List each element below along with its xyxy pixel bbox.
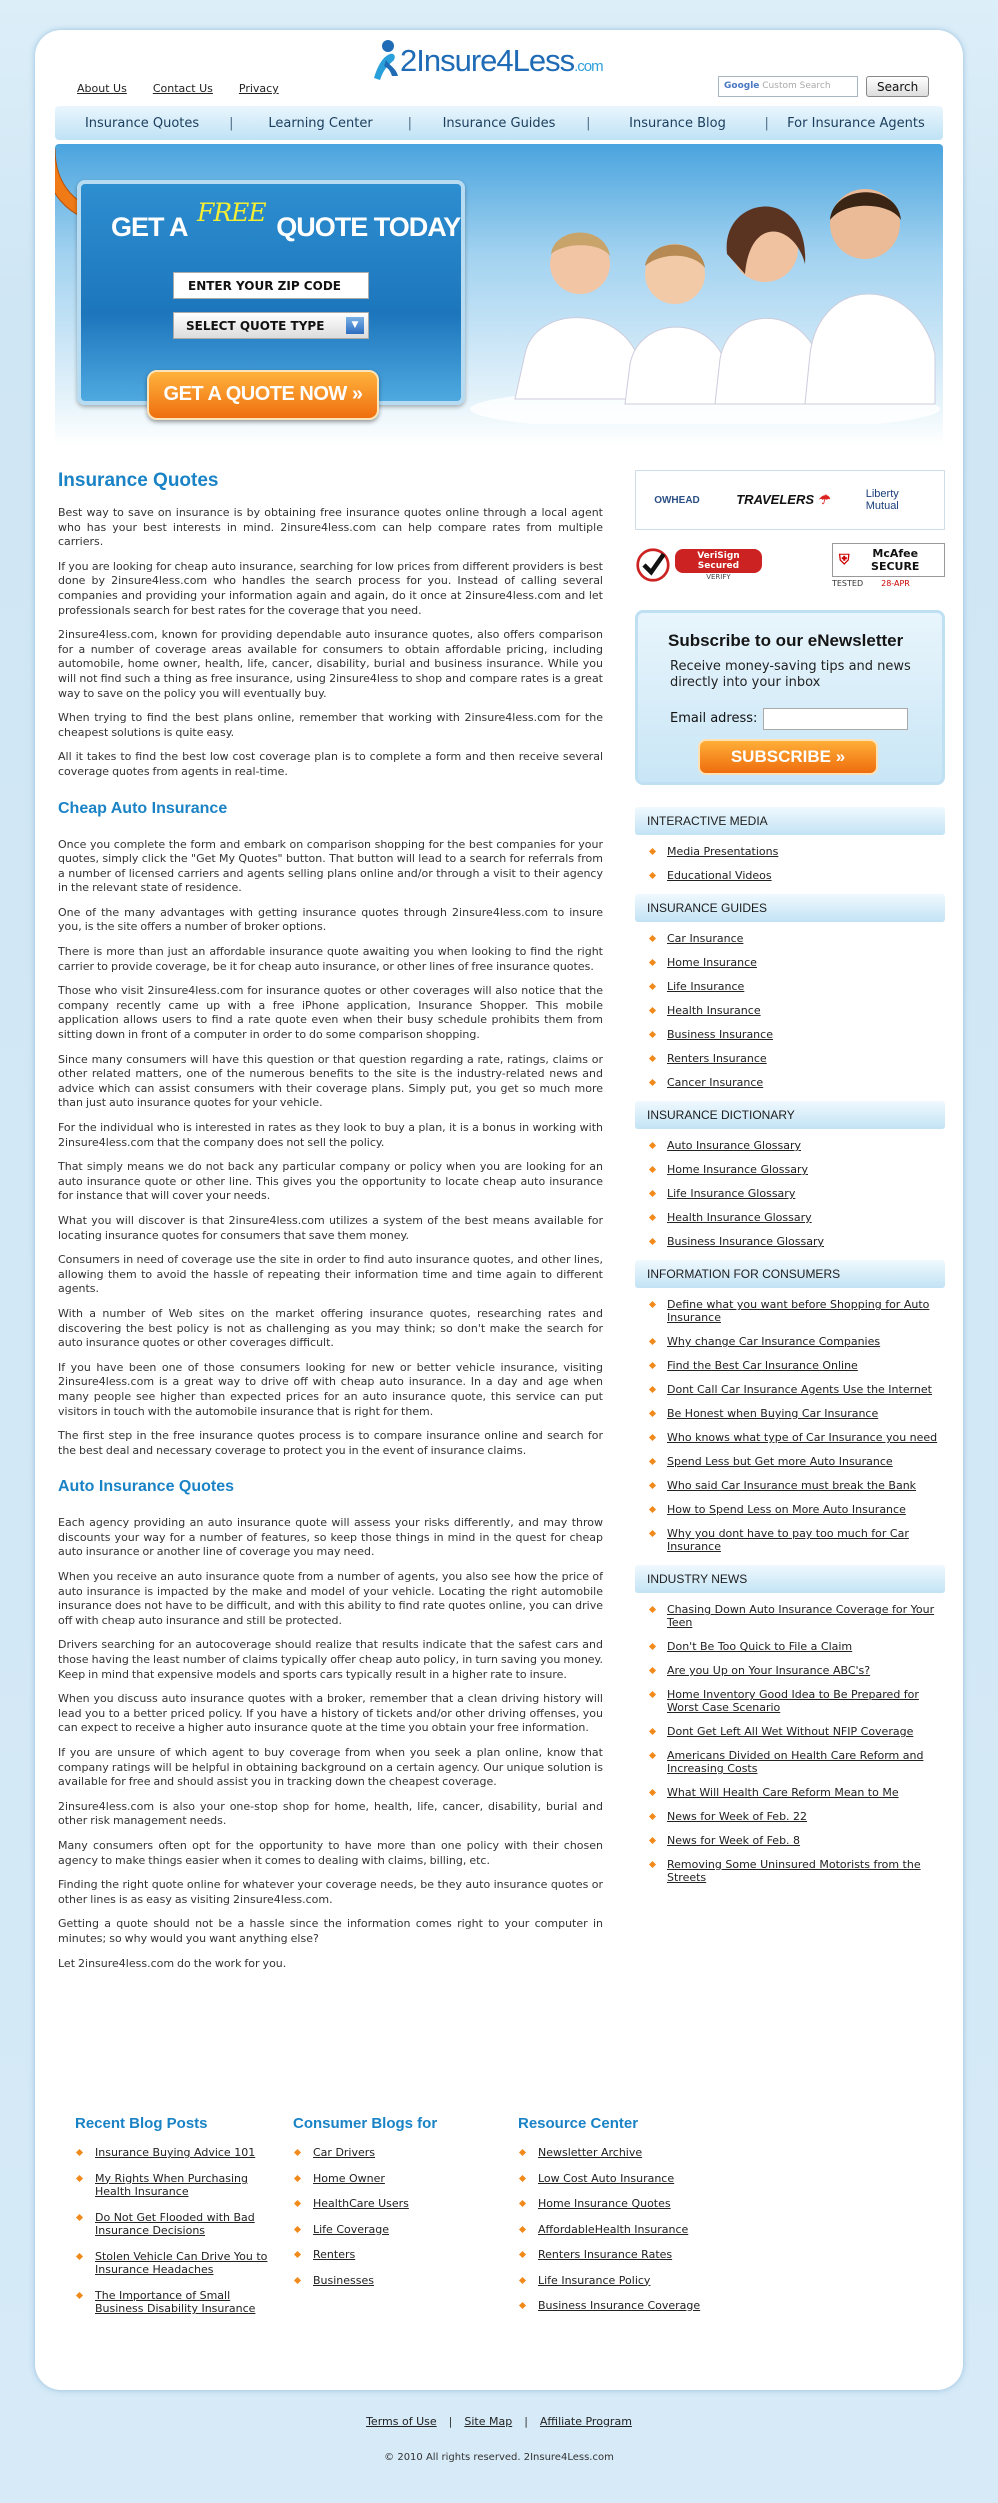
logo-suffix: .com: [574, 58, 603, 75]
footer-columns: [55, 2115, 943, 2328]
nav-divider: |: [407, 115, 412, 131]
terms-link[interactable]: Terms of Use: [366, 2415, 437, 2428]
carrier-logo: OWHEAD: [654, 494, 700, 506]
section-heading-auto-quotes: Auto Insurance Quotes: [58, 1478, 235, 1496]
paragraph: When trying to find the best plans online, remember that working with 2insure4less.com for the cheapest solutions is quite easy.: [58, 711, 603, 739]
get-quote-button[interactable]: GET A QUOTE NOW »: [147, 370, 379, 420]
logo-text: 2Insure4Less: [400, 43, 575, 78]
page-container: [35, 30, 963, 2390]
quote-type-select[interactable]: [173, 312, 369, 339]
sidebar-link[interactable]: How to Spend Less on More Auto Insurance: [667, 1503, 906, 1516]
footer-link[interactable]: Business Insurance Coverage: [538, 2299, 701, 2312]
footer-link[interactable]: Home Owner: [313, 2171, 385, 2185]
quote-form: [77, 180, 465, 405]
insurance-guides-box: [635, 894, 945, 1089]
affiliate-link[interactable]: Affiliate Program: [539, 2415, 632, 2428]
sidebar-link[interactable]: Life Insurance: [667, 980, 745, 993]
quote-form-title: GET A FREE QUOTE TODAY: [111, 198, 461, 242]
sidebar-link[interactable]: Media Presentations: [667, 845, 779, 858]
sidebar-link[interactable]: News for Week of Feb. 22: [667, 1810, 808, 1823]
sidebar-link[interactable]: Be Honest when Buying Car Insurance: [667, 1407, 879, 1420]
site-logo[interactable]: [370, 38, 603, 84]
paragraph: If you are looking for cheap auto insurance, searching for low prices from different providers is best done by 2insure4less.com who handles the search process for you. Instead of calling several companies and providing your information again and again, do it once at 2insure4less.com and let professionals search for best rates for the coverage that you need.: [58, 559, 603, 617]
paragraph: If you are unsure of which agent to buy coverage from when you seek a plan online, know that company ratings will be helpful in obtaining background on a certain agency. Our unique solution is available for free and should assist you in tracking down the cheapest coverage.: [58, 1746, 603, 1789]
column-title: Resource Center: [518, 2115, 639, 2132]
paragraph: Best way to save on insurance is by obtaining free insurance quotes online through a local agent who has your best interests in mind. 2insure4less.com can help compare rates from multiple carriers.: [58, 506, 603, 549]
sidebar-link[interactable]: Why you dont have to pay too much for Car Insurance: [667, 1527, 909, 1553]
privacy-link[interactable]: Privacy: [238, 82, 279, 95]
sidebar-link[interactable]: Health Insurance Glossary: [667, 1211, 812, 1224]
sidebar-link[interactable]: Renters Insurance: [667, 1052, 767, 1065]
search-placeholder: Custom Search: [762, 81, 831, 91]
search-bar: [718, 76, 929, 97]
paragraph: Many consumers often opt for the opportunity to have more than one policy with their chosen agency to make things easier when it comes to dealing with claims, billing, etc.: [58, 1838, 603, 1867]
paragraph: When you discuss auto insurance quotes with a broker, remember that a clean driving history will lead you to a better priced policy. If you have a history of tickets and/or other driving offenses, you can expect to receive a higher auto insurance quote at the time you obtain your free information.: [58, 1692, 603, 1735]
sidebar-link[interactable]: Business Insurance Glossary: [667, 1235, 825, 1248]
newsletter-title: Subscribe to our eNewsletter: [668, 631, 904, 650]
person-logo-icon: [370, 38, 400, 84]
box-heading: INTERACTIVE MEDIA: [635, 807, 945, 835]
paragraph: All it takes to find the best low cost coverage plan is to complete a form and then receive several coverage quotes from agents in real-time.: [58, 750, 603, 778]
box-heading: INSURANCE DICTIONARY: [635, 1101, 945, 1129]
newsletter-box: [635, 610, 945, 785]
sidebar: [635, 470, 945, 1895]
sidebar-link[interactable]: Dont Call Car Insurance Agents Use the Internet: [667, 1383, 932, 1396]
footer-link[interactable]: Low Cost Auto Insurance: [538, 2171, 675, 2185]
subscribe-button[interactable]: SUBSCRIBE »: [698, 739, 878, 775]
liberty-mutual-logo: Liberty Mutual: [865, 488, 899, 512]
paragraph: The first step in the free insurance quotes process is to compare insurance online and search for the best deal and necessary coverage to protect you in the event of insurance claims.: [58, 1429, 603, 1457]
paragraph: Drivers searching for an autocoverage should realize that results indicate that the safest cars and those having the least number of claims typically offer cheap auto policy, in turn saving you money. Keep in mind that expensive models and sports cars typically result in a higher rate to insure.: [58, 1638, 603, 1681]
sidebar-link[interactable]: Are you Up on Your Insurance ABC's?: [667, 1664, 871, 1677]
newsletter-subtitle: Receive money-saving tips and news directly into your inbox: [670, 659, 911, 690]
zip-code-input[interactable]: ENTER YOUR ZIP CODE: [173, 272, 369, 299]
sidebar-link[interactable]: Chasing Down Auto Insurance Coverage for Your Teen: [667, 1603, 935, 1629]
column-title: Recent Blog Posts: [75, 2115, 208, 2132]
sidebar-link[interactable]: Cancer Insurance: [667, 1076, 764, 1089]
paragraph: One of the many advantages with getting insurance quotes through 2insure4less.com to insure you, is the site offers a number of broker options.: [58, 905, 603, 934]
industry-news-box: [635, 1565, 945, 1884]
sidebar-link[interactable]: Who said Car Insurance must break the Bank: [667, 1479, 917, 1492]
travelers-logo: TRAVELERS ☂: [736, 492, 830, 507]
paragraph: When you receive an auto insurance quote from a number of agents, you also see how the price of auto insurance is impacted by the make and model of your vehicle. Locating the right automobile insurance does not have to be difficult, and with this ability to find rate quotes online, you can drive off with cheap auto insurance and still be protected.: [58, 1570, 603, 1627]
sidebar-link[interactable]: Car Insurance: [667, 932, 744, 945]
footer-link[interactable]: Car Drivers: [313, 2146, 376, 2159]
free-text: FREE: [197, 198, 266, 227]
sidebar-link[interactable]: Business Insurance: [667, 1028, 773, 1041]
sidebar-link[interactable]: Removing Some Uninsured Motorists from the Streets: [667, 1858, 921, 1884]
contact-us-link[interactable]: Contact Us: [152, 82, 213, 95]
verisign-badge[interactable]: VeriSign Secured VERIFY: [635, 545, 762, 585]
nav-learning-center[interactable]: Learning Center: [268, 115, 373, 131]
carrier-logos: [635, 470, 945, 530]
quote-type-value: SELECT QUOTE TYPE: [186, 319, 325, 333]
resource-center: [518, 2115, 758, 2328]
sidebar-link[interactable]: Americans Divided on Health Care Reform and Increasing Costs: [667, 1749, 924, 1775]
paragraph: 2insure4less.com, known for providing dependable auto insurance quotes, also offers comparison for a number of coverage areas available for consumers to obtain affordable pricing, including automobile, home owner, health, life, cancer, disability, burial and business insurance. While you will not find such a thing as free insurance, using 2insure4less to shop and compare rates is a great way to save on the policy you will eventually buy.: [58, 628, 603, 700]
hero-banner: [55, 144, 943, 446]
sidebar-link[interactable]: Find the Best Car Insurance Online: [667, 1359, 858, 1372]
chevron-down-icon: ▼: [346, 317, 364, 334]
sidebar-link[interactable]: Define what you want before Shopping for Auto Insurance: [667, 1298, 930, 1324]
insurance-dictionary-box: [635, 1101, 945, 1248]
footer-link[interactable]: Life Coverage: [313, 2222, 390, 2236]
search-button[interactable]: Search: [866, 76, 929, 97]
email-field[interactable]: [763, 708, 908, 730]
nav-divider: |: [586, 115, 591, 131]
paragraph: 2insure4less.com is also your one-stop shop for home, health, life, cancer, disability, burial and other risk management needs.: [58, 1799, 603, 1828]
search-input[interactable]: [718, 76, 858, 97]
header: [35, 30, 963, 105]
sidebar-link[interactable]: Don't Be Too Quick to File a Claim: [667, 1640, 853, 1653]
main-content: [58, 470, 603, 1981]
copyright: © 2010 All rights reserved. 2Insure4Less.com: [384, 2452, 614, 2463]
sidebar-link[interactable]: News for Week of Feb. 8: [667, 1834, 801, 1847]
footer-link[interactable]: Do Not Get Flooded with Bad Insurance Decisions: [95, 2210, 255, 2237]
sidebar-link[interactable]: Auto Insurance Glossary: [667, 1139, 802, 1152]
shield-icon: ⛨: [838, 551, 850, 568]
consumer-info-box: [635, 1260, 945, 1553]
paragraph: Getting a quote should not be a hassle since the information comes right to your computer in minutes; so why would you want anything else?: [58, 1917, 603, 1945]
nav-insurance-blog[interactable]: Insurance Blog: [629, 115, 726, 131]
paragraph: For the individual who is interested in rates as they look to buy a plan, it is a bonus in working with 2insure4less.com that the company does not sell the policy.: [58, 1121, 603, 1149]
nav-divider: |: [764, 115, 769, 131]
footer-link[interactable]: AffordableHealth Insurance: [538, 2222, 689, 2236]
footer-link[interactable]: Renters: [313, 2248, 356, 2261]
nav-divider: |: [229, 115, 234, 131]
footer-link[interactable]: Businesses: [313, 2273, 375, 2287]
nav-insurance-quotes[interactable]: Insurance Quotes: [84, 115, 200, 131]
trust-badges: [635, 530, 945, 600]
google-icon: Google: [724, 81, 760, 91]
footer-link[interactable]: Insurance Buying Advice 101: [95, 2146, 256, 2159]
sidebar-link[interactable]: Who knows what type of Car Insurance you need: [667, 1431, 938, 1444]
nav-insurance-guides[interactable]: Insurance Guides: [442, 115, 556, 131]
bottom-links: Terms of Use | Site Map | Affiliate Program: [366, 2415, 632, 2428]
box-heading: INDUSTRY NEWS: [635, 1565, 945, 1593]
sidebar-link[interactable]: Dont Get Left All Wet Without NFIP Coverage: [667, 1725, 914, 1738]
mcafee-badge[interactable]: ⛨ McAfee SECURE TESTED 28-APR: [832, 543, 945, 588]
box-heading: INFORMATION FOR CONSUMERS: [635, 1260, 945, 1288]
footer-link[interactable]: HealthCare Users: [313, 2197, 409, 2210]
sidebar-link[interactable]: Why change Car Insurance Companies: [667, 1335, 881, 1348]
paragraph: Since many consumers will have this question or that question regarding a rate, ratings, claims or other related matters, one of the numerous benefits to the site is the industry-related news and advice which can assist consumers with their coverage plans. Simply put, you get so much more than just auto insurance quotes for your vehicle.: [58, 1052, 603, 1110]
footer-link[interactable]: Stolen Vehicle Can Drive You to Insurance Headaches: [95, 2249, 268, 2276]
about-us-link[interactable]: About Us: [77, 82, 127, 95]
box-heading: INSURANCE GUIDES: [635, 894, 945, 922]
interactive-media-box: [635, 807, 945, 882]
consumer-blogs: [293, 2115, 498, 2328]
paragraph: With a number of Web sites on the market offering insurance quotes, researching rates and discovering the best policy is not as challenging as you may think; so don't make the search for auto insurance quotes or other coverages difficult.: [58, 1306, 603, 1350]
footer-link[interactable]: Home Insurance Quotes: [538, 2197, 671, 2210]
section-heading-cheap-auto: Cheap Auto Insurance: [58, 799, 228, 817]
paragraph: Those who visit 2insure4less.com for insurance quotes or other coverages will also notice that the company recently came up with a free iPhone application, Insurance Shopper. This mobile application allows users to find a rate quote even when their busy schedule prohibits them from sitting down in front of a computer in order to do some comparison shopping.: [58, 984, 603, 1042]
paragraph: If you have been one of those consumers looking for new or better vehicle insurance, visiting 2insure4less.com is a great way to drive off with cheap auto insurance. In a day and age when many people see higher than expected prices for an auto insurance quote, this service can put visitors in touch with the automobile insurance that is right for them.: [58, 1360, 603, 1418]
footer-link[interactable]: My Rights When Purchasing Health Insurance: [95, 2171, 248, 2198]
paragraph: There is more than just an affordable insurance quote awaiting you when looking to find the right carrier to provide coverage, be it for cheap auto insurance, or other lines of free insurance quotes.: [58, 945, 603, 973]
paragraph: Once you complete the form and embark on comparison shopping for the best companies for your quotes, simply click the "Get My Quotes" button. That button will lead to a search for referrals from a number of licensed carriers and agents selling plans online and/or through a visit to their agency in the relevant state of residence.: [58, 837, 603, 895]
sidebar-link[interactable]: Home Insurance Glossary: [667, 1163, 808, 1176]
paragraph: Each agency providing an auto insurance quote will assess your risks differently, and may throw discounts your way for a number of features, so keep those things in mind in the quest for cheap auto insurance or another line of coverage you may need.: [58, 1516, 603, 1559]
sidebar-link[interactable]: Life Insurance Glossary: [667, 1187, 796, 1200]
sitemap-link[interactable]: Site Map: [464, 2415, 513, 2428]
paragraph: Let 2insure4less.com do the work for you.: [58, 1956, 287, 1970]
family-photo: [465, 154, 943, 424]
sidebar-link[interactable]: What Will Health Care Reform Mean to Me: [667, 1786, 899, 1799]
footer-link[interactable]: Newsletter Archive: [538, 2146, 643, 2159]
column-title: Consumer Blogs for: [293, 2115, 438, 2132]
recent-blog-posts: [75, 2115, 275, 2328]
nav-for-agents[interactable]: For Insurance Agents: [787, 115, 925, 131]
email-label: Email adress:: [670, 711, 758, 726]
top-links: [77, 82, 279, 95]
sidebar-link[interactable]: Spend Less but Get more Auto Insurance: [667, 1455, 893, 1468]
sidebar-link[interactable]: Educational Videos: [667, 869, 772, 882]
sidebar-link[interactable]: Home Inventory Good Idea to Be Prepared for Worst Case Scenario: [667, 1688, 919, 1714]
paragraph: What you will discover is that 2insure4less.com utilizes a system of the best means available for locating insurance quotes for consumers that save them money.: [58, 1213, 603, 1242]
page-title: Insurance Quotes: [58, 470, 219, 491]
footer-link[interactable]: Renters Insurance Rates: [538, 2248, 673, 2261]
paragraph: That simply means we do not back any particular company or policy when you are looking for an auto insurance quote or other line. This gives you the opportunity to locate cheap auto insurance for instance that will cover your needs.: [58, 1160, 603, 1203]
footer-link[interactable]: The Importance of Small Business Disability Insurance: [95, 2288, 256, 2315]
main-nav: [55, 106, 943, 140]
sidebar-link[interactable]: Home Insurance: [667, 956, 757, 969]
sidebar-link[interactable]: Health Insurance: [667, 1004, 761, 1017]
paragraph: Consumers in need of coverage use the site in order to find auto insurance quotes, and other lines, allowing them to avoid the hassle of repeating their information time and time again to different agents.: [58, 1253, 603, 1296]
footer-link[interactable]: Life Insurance Policy: [538, 2273, 651, 2287]
paragraph: Finding the right quote online for whatever your coverage needs, be they auto insurance quotes or other lines is as easy as visiting 2insure4less.com.: [58, 1878, 603, 1906]
umbrella-icon: ☂: [817, 492, 830, 507]
checkmark-icon: [635, 545, 671, 585]
